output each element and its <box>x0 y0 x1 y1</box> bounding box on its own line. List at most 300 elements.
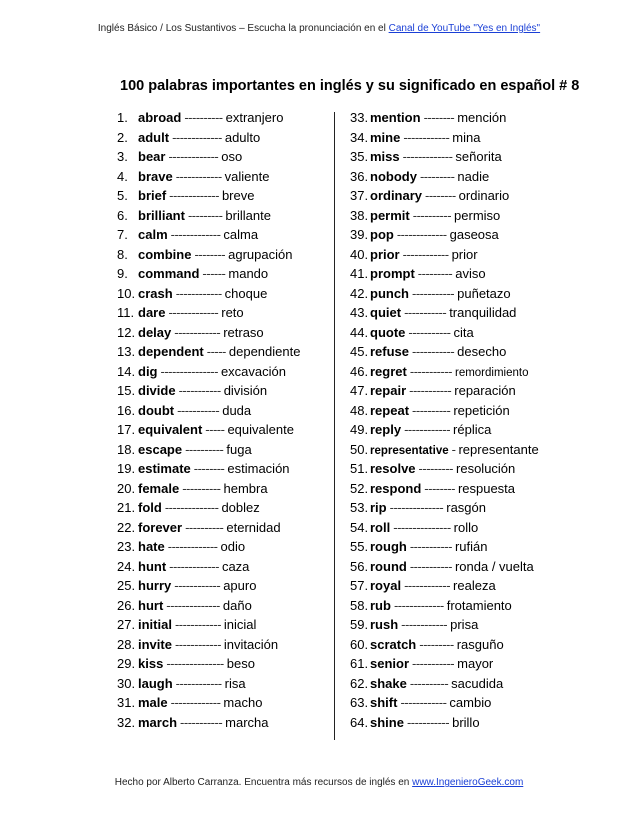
list-item <box>350 108 565 128</box>
item-number: 10. <box>117 285 136 301</box>
list-item <box>350 284 565 304</box>
english-word: prior <box>370 246 400 262</box>
separator-dashes: ---------- <box>185 519 224 535</box>
spanish-meaning: odio <box>220 539 246 554</box>
list-item <box>117 498 332 518</box>
word-list-left <box>117 108 332 732</box>
list-item <box>350 147 565 167</box>
spanish-meaning: rufián <box>454 539 488 554</box>
separator-dashes: ----------- <box>409 558 452 574</box>
english-word: calm <box>138 227 168 242</box>
english-word: round <box>370 558 407 574</box>
spanish-meaning: valiente <box>224 168 270 184</box>
separator-dashes: ---------- <box>412 402 451 418</box>
separator-dashes: ----------- <box>409 363 452 379</box>
item-number: 38. <box>350 207 369 223</box>
list-item <box>117 167 332 187</box>
separator-dashes: --------------- <box>393 519 451 535</box>
list-item <box>117 693 332 713</box>
footer-text: Hecho por Alberto Carranza. Encuentra más recursos de inglés en <box>114 777 413 788</box>
english-word: hurry <box>138 578 172 593</box>
list-item <box>350 167 565 187</box>
item-number: 16. <box>117 402 136 418</box>
spanish-meaning: reparación <box>454 383 516 398</box>
english-word: brave <box>138 168 173 184</box>
list-item <box>350 401 565 421</box>
english-word: brief <box>138 188 167 203</box>
item-number: 51. <box>350 461 369 476</box>
spanish-meaning: cambio <box>449 695 492 710</box>
separator-dashes: - <box>451 441 456 457</box>
item-number: 21. <box>117 500 136 515</box>
list-item <box>117 245 332 265</box>
item-number: 18. <box>117 441 136 457</box>
spanish-meaning: frotamiento <box>446 597 512 613</box>
list-item <box>350 420 565 440</box>
english-word: dependent <box>138 344 204 359</box>
english-word: escape <box>138 441 183 457</box>
spanish-meaning: oso <box>221 149 243 164</box>
english-word: fold <box>138 500 162 515</box>
spanish-meaning: remordimiento <box>454 366 529 379</box>
item-number: 17. <box>117 422 136 437</box>
list-item <box>350 654 565 674</box>
website-link[interactable]: www.IngenieroGeek.com <box>412 777 524 788</box>
spanish-meaning: retraso <box>223 324 264 340</box>
separator-dashes: ----------- <box>408 324 451 340</box>
list-item <box>350 498 565 518</box>
list-item <box>117 147 332 167</box>
english-word: shake <box>370 675 407 691</box>
item-number: 3. <box>117 149 128 164</box>
english-word: estimate <box>138 461 191 476</box>
separator-dashes: --------------- <box>160 363 218 379</box>
separator-dashes: ------------ <box>402 246 449 262</box>
spanish-meaning: ordinario <box>458 188 510 203</box>
page-header <box>0 23 638 34</box>
item-number: 30. <box>117 675 136 691</box>
english-word: quiet <box>370 305 402 320</box>
separator-dashes: ------------ <box>400 695 447 710</box>
english-word: shift <box>370 695 398 710</box>
spanish-meaning: agrupación <box>228 246 293 262</box>
separator-dashes: ---------- <box>409 675 449 691</box>
item-number: 26. <box>117 597 136 613</box>
separator-dashes: ----- <box>206 344 226 359</box>
spanish-meaning: rasgón <box>446 500 486 515</box>
item-number: 43. <box>350 305 369 320</box>
separator-dashes: ---------- <box>182 480 221 496</box>
separator-dashes: --------- <box>417 266 453 281</box>
spanish-meaning: adulto <box>224 129 261 145</box>
list-item <box>350 303 565 323</box>
item-number: 55. <box>350 539 369 554</box>
english-word: male <box>138 695 168 710</box>
separator-dashes: ------------- <box>170 227 221 242</box>
youtube-channel-link[interactable]: Canal de YouTube "Yes en Inglés" <box>388 23 541 34</box>
item-number: 52. <box>350 480 369 496</box>
english-word: dig <box>138 363 158 379</box>
separator-dashes: ----------- <box>409 383 452 398</box>
separator-dashes: ----------- <box>412 344 455 359</box>
item-number: 11. <box>117 305 135 320</box>
separator-dashes: ------------ <box>174 617 221 632</box>
header-text: Inglés Básico / Los Sustantivos – Escucha la pronunciación en el <box>97 23 389 34</box>
item-number: 35. <box>350 149 369 164</box>
spanish-meaning: beso <box>226 656 255 671</box>
list-item <box>350 537 565 557</box>
separator-dashes: --------- <box>419 168 455 184</box>
english-word: march <box>138 714 178 730</box>
english-word: delay <box>138 324 172 340</box>
list-item <box>117 518 332 538</box>
item-number: 50. <box>350 441 369 457</box>
list-item <box>350 440 565 460</box>
item-number: 32. <box>117 714 136 730</box>
separator-dashes: ------------- <box>167 539 218 554</box>
list-item <box>117 186 332 206</box>
english-word: female <box>138 480 180 496</box>
list-item <box>117 420 332 440</box>
item-number: 59. <box>350 617 369 632</box>
english-word: kiss <box>138 656 164 671</box>
english-word: regret <box>370 363 407 379</box>
item-number: 39. <box>350 227 369 242</box>
item-number: 24. <box>117 558 136 574</box>
separator-dashes: ----- <box>205 422 225 437</box>
english-word: resolve <box>370 461 416 476</box>
separator-dashes: --------------- <box>166 656 224 671</box>
separator-dashes: ----------- <box>177 402 220 418</box>
spanish-meaning: fuga <box>226 441 252 457</box>
spanish-meaning: resolución <box>456 461 516 476</box>
english-word: roll <box>370 519 391 535</box>
item-number: 31. <box>117 695 136 710</box>
list-item <box>117 635 332 655</box>
english-word: hate <box>138 539 165 554</box>
spanish-meaning: puñetazo <box>457 285 511 301</box>
list-item <box>117 284 332 304</box>
page-title: 100 palabras importantes en inglés y su significado en español # 8 <box>120 78 580 94</box>
english-word: respond <box>370 480 422 496</box>
item-number: 6. <box>117 207 128 223</box>
item-number: 22. <box>117 519 136 535</box>
spanish-meaning: choque <box>224 285 268 301</box>
list-item <box>117 206 332 226</box>
english-word: mine <box>370 129 401 145</box>
item-number: 9. <box>117 266 128 281</box>
item-number: 13. <box>117 344 136 359</box>
spanish-meaning: duda <box>222 402 252 418</box>
page-footer <box>0 777 638 788</box>
item-number: 64. <box>350 714 369 730</box>
separator-dashes: ------------ <box>404 422 451 437</box>
spanish-meaning: equivalente <box>227 422 294 437</box>
spanish-meaning: doblez <box>221 500 260 515</box>
separator-dashes: ------------- <box>168 149 219 164</box>
spanish-meaning: inicial <box>223 617 257 632</box>
item-number: 5. <box>117 188 128 203</box>
spanish-meaning: breve <box>221 188 255 203</box>
item-number: 25. <box>117 578 136 593</box>
item-number: 58. <box>350 597 369 613</box>
spanish-meaning: reto <box>221 305 244 320</box>
separator-dashes: -------- <box>425 188 456 203</box>
separator-dashes: --------- <box>187 207 223 223</box>
list-item <box>350 264 565 284</box>
spanish-meaning: dependiente <box>228 344 301 359</box>
item-number: 33. <box>350 110 369 125</box>
spanish-meaning: caza <box>221 558 250 574</box>
list-item <box>350 518 565 538</box>
english-word: combine <box>138 246 192 262</box>
english-word: quote <box>370 324 406 340</box>
item-number: 47. <box>350 383 369 398</box>
separator-dashes: -------- <box>423 110 455 125</box>
item-number: 19. <box>117 461 136 476</box>
separator-dashes: ------------ <box>174 578 221 593</box>
english-word: rough <box>370 539 407 554</box>
spanish-meaning: gaseosa <box>449 227 499 242</box>
list-item <box>117 576 332 596</box>
separator-dashes: --------- <box>418 461 454 476</box>
spanish-meaning: prior <box>451 246 478 262</box>
separator-dashes: ------------ <box>174 636 221 652</box>
list-item <box>350 557 565 577</box>
item-number: 57. <box>350 578 369 593</box>
separator-dashes: ------------- <box>402 149 453 164</box>
english-word: abroad <box>138 110 182 125</box>
list-item <box>117 401 332 421</box>
list-item <box>117 674 332 694</box>
item-number: 44. <box>350 324 369 340</box>
spanish-meaning: extranjero <box>225 110 284 125</box>
item-number: 4. <box>117 168 128 184</box>
separator-dashes: ------------- <box>169 188 219 203</box>
spanish-meaning: mando <box>228 266 269 281</box>
item-number: 61. <box>350 656 369 671</box>
separator-dashes: ------------- <box>168 305 219 320</box>
list-item <box>117 459 332 479</box>
spanish-meaning: hembra <box>223 480 268 496</box>
english-word: representative <box>370 444 449 457</box>
list-item <box>350 362 565 382</box>
english-word: miss <box>370 149 400 164</box>
english-word: mention <box>370 110 421 125</box>
list-item <box>350 479 565 499</box>
list-item <box>117 323 332 343</box>
list-item <box>117 479 332 499</box>
english-word: dare <box>138 305 166 320</box>
spanish-meaning: eternidad <box>226 519 281 535</box>
separator-dashes: ------------ <box>175 675 222 691</box>
separator-dashes: ----------- <box>404 305 447 320</box>
item-number: 63. <box>350 695 369 710</box>
english-word: refuse <box>370 344 410 359</box>
english-word: rush <box>370 617 399 632</box>
separator-dashes: ------------ <box>403 129 450 145</box>
separator-dashes: ------------- <box>169 558 219 574</box>
english-word: brilliant <box>138 207 185 223</box>
separator-dashes: ----------- <box>409 539 452 554</box>
spanish-meaning: división <box>223 383 268 398</box>
list-item <box>350 713 565 733</box>
item-number: 34. <box>350 129 369 145</box>
separator-dashes: ----------- <box>406 714 450 730</box>
item-number: 28. <box>117 636 136 652</box>
separator-dashes: ------------ <box>175 168 222 184</box>
item-number: 36. <box>350 168 369 184</box>
list-item <box>350 459 565 479</box>
spanish-meaning: cita <box>453 324 474 340</box>
item-number: 54. <box>350 519 369 535</box>
spanish-meaning: réplica <box>453 422 492 437</box>
item-number: 40. <box>350 246 369 262</box>
spanish-meaning: nadie <box>457 168 490 184</box>
spanish-meaning: brillante <box>225 207 271 223</box>
spanish-meaning: aviso <box>455 266 486 281</box>
spanish-meaning: marcha <box>225 714 269 730</box>
list-item <box>117 264 332 284</box>
item-number: 23. <box>117 539 136 554</box>
english-word: divide <box>138 383 176 398</box>
english-word: forever <box>138 519 183 535</box>
item-number: 7. <box>117 227 128 242</box>
english-word: shine <box>370 714 404 730</box>
spanish-meaning: macho <box>223 695 263 710</box>
separator-dashes: ------------ <box>404 578 451 593</box>
item-number: 20. <box>117 480 136 496</box>
english-word: senior <box>370 656 410 671</box>
spanish-meaning: prisa <box>450 617 479 632</box>
spanish-meaning: risa <box>224 675 246 691</box>
english-word: rub <box>370 597 391 613</box>
item-number: 29. <box>117 656 136 671</box>
spanish-meaning: tranquilidad <box>449 305 517 320</box>
separator-dashes: ------------- <box>170 695 221 710</box>
english-word: nobody <box>370 168 417 184</box>
spanish-meaning: apuro <box>223 578 257 593</box>
list-item <box>117 128 332 148</box>
list-item <box>350 225 565 245</box>
english-word: reply <box>370 422 402 437</box>
english-word: doubt <box>138 402 175 418</box>
spanish-meaning: mención <box>457 110 507 125</box>
spanish-meaning: excavación <box>220 363 286 379</box>
list-item <box>350 381 565 401</box>
english-word: ordinary <box>370 188 423 203</box>
item-number: 12. <box>117 324 136 340</box>
item-number: 45. <box>350 344 369 359</box>
spanish-meaning: mina <box>452 129 481 145</box>
english-word: permit <box>370 207 410 223</box>
english-word: initial <box>138 617 172 632</box>
english-word: hurt <box>138 597 164 613</box>
list-item <box>117 713 332 733</box>
english-word: crash <box>138 285 173 301</box>
english-word: hunt <box>138 558 167 574</box>
list-item <box>117 654 332 674</box>
spanish-meaning: realeza <box>453 578 496 593</box>
list-item <box>350 342 565 362</box>
separator-dashes: ------------- <box>396 227 447 242</box>
list-item <box>350 596 565 616</box>
list-item <box>117 303 332 323</box>
spanish-meaning: sacudida <box>451 675 504 691</box>
list-item <box>117 362 332 382</box>
english-word: prompt <box>370 266 415 281</box>
item-number: 62. <box>350 675 369 691</box>
spanish-meaning: mayor <box>457 656 494 671</box>
separator-dashes: ----------- <box>178 383 221 398</box>
list-item <box>117 537 332 557</box>
spanish-meaning: rollo <box>453 519 479 535</box>
english-word: invite <box>138 636 172 652</box>
list-item <box>117 342 332 362</box>
list-item <box>117 225 332 245</box>
separator-dashes: ----------- <box>180 714 223 730</box>
spanish-meaning: respuesta <box>457 480 516 496</box>
separator-dashes: --------- <box>419 636 454 652</box>
list-item <box>350 245 565 265</box>
spanish-meaning: señorita <box>455 149 502 164</box>
separator-dashes: -------- <box>424 480 455 496</box>
separator-dashes: ----------- <box>412 656 455 671</box>
separator-dashes: ------------ <box>401 617 448 632</box>
english-word: bear <box>138 149 166 164</box>
separator-dashes: -------------- <box>166 597 220 613</box>
list-item <box>350 186 565 206</box>
separator-dashes: ---------- <box>412 207 452 223</box>
list-item <box>350 576 565 596</box>
list-item <box>350 206 565 226</box>
item-number: 53. <box>350 500 369 515</box>
list-item <box>117 440 332 460</box>
separator-dashes: ---------- <box>184 110 223 125</box>
separator-dashes: ------------ <box>175 285 222 301</box>
list-item <box>117 381 332 401</box>
english-word: scratch <box>370 636 417 652</box>
item-number: 60. <box>350 636 369 652</box>
list-item <box>117 557 332 577</box>
spanish-meaning: permiso <box>454 207 501 223</box>
item-number: 56. <box>350 558 369 574</box>
item-number: 14. <box>117 363 136 379</box>
english-word: rip <box>370 500 387 515</box>
list-item <box>350 635 565 655</box>
english-word: punch <box>370 285 409 301</box>
item-number: 46. <box>350 363 369 379</box>
spanish-meaning: estimación <box>227 461 290 476</box>
item-number: 49. <box>350 422 369 437</box>
separator-dashes: ------------- <box>393 597 444 613</box>
spanish-meaning: representante <box>458 441 539 457</box>
spanish-meaning: ronda / vuelta <box>454 558 534 574</box>
separator-dashes: -------------- <box>389 500 444 515</box>
list-item <box>350 693 565 713</box>
item-number: 15. <box>117 383 136 398</box>
english-word: equivalent <box>138 422 203 437</box>
english-word: laugh <box>138 675 173 691</box>
item-number: 48. <box>350 402 369 418</box>
item-number: 2. <box>117 129 128 145</box>
separator-dashes: -------------- <box>164 500 219 515</box>
item-number: 8. <box>117 246 128 262</box>
english-word: repair <box>370 383 407 398</box>
list-item <box>117 108 332 128</box>
separator-dashes: ------------ <box>174 324 221 340</box>
list-item <box>350 674 565 694</box>
